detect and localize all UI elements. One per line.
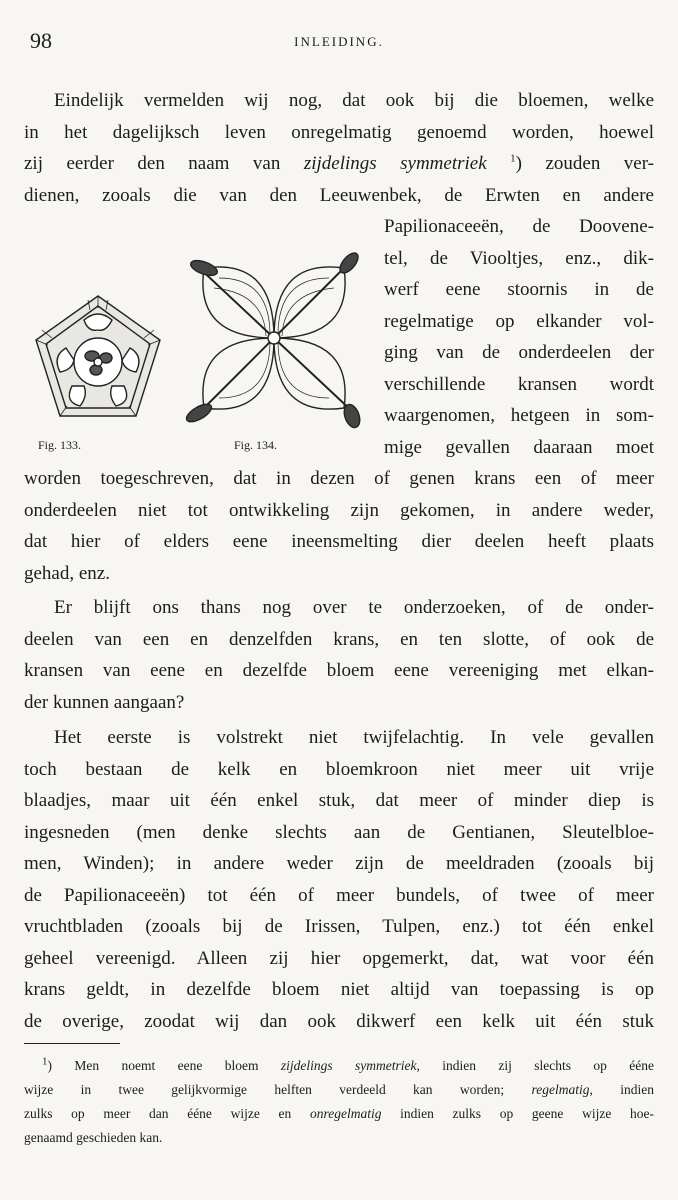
footnote <box>24 1054 654 1150</box>
fig-134-caption: Fig. 134. <box>234 438 278 452</box>
text-span: wijze in twee gelijkvormige helften verdeeld kan worden; <box>24 1082 532 1097</box>
footnote-marker: 1 <box>510 152 516 165</box>
paragraph-1-intro <box>24 85 654 211</box>
paragraph-1-wrap-column <box>384 211 654 463</box>
text-line: onderdeelen niet tot ontwikkeling zijn gekomen, in andere weder, <box>24 499 654 521</box>
italic-term: zijdelings symmetriek <box>303 153 487 174</box>
fig-134-flower-diagram <box>174 238 374 438</box>
text-line: verschillende kransen wordt <box>384 373 654 395</box>
text-line: vruchtbladen (zooals bij de Irissen, Tulpen, enz.) tot één enkel <box>24 916 654 937</box>
italic-term: regelmatig <box>531 1082 590 1097</box>
footnote-line <box>24 1102 654 1126</box>
italic-term: onregelmatig <box>309 1106 382 1121</box>
text-line: de overige, zoodat wij dan ook dikwerf een kelk uit één stuk <box>24 1010 654 1032</box>
text-line <box>24 148 654 180</box>
text-span: zulks op meer dan ééne wijze en <box>24 1106 310 1121</box>
text-line: Eindelijk vermelden wij nog, dat ook bij die bloemen, welke <box>54 90 654 111</box>
footnote-divider <box>24 1043 120 1044</box>
footnote-line <box>24 1078 654 1102</box>
fig-133-flower-diagram <box>26 290 171 435</box>
text-span: zij eerder den naam van <box>24 153 304 174</box>
text-line: mige gevallen daaraan moet <box>384 436 654 458</box>
text-line: toch bestaan de kelk en bloemkroon niet meer uit vrije <box>24 758 654 780</box>
text-span: indien zulks op geene wijze hoe- <box>381 1106 654 1121</box>
text-line: ging van de onderdeelen der <box>384 342 654 363</box>
text-line: krans geldt, in dezelfde bloem niet altijd van toepassing is op <box>24 979 654 1000</box>
text-line: geheel vereenigd. Alleen zij hier opgemerkt, dat, wat voor één <box>24 947 654 969</box>
paragraph-1-tail <box>24 463 654 589</box>
text-line: der kunnen aangaan? <box>24 691 185 713</box>
page-number: 98 <box>30 28 52 53</box>
fig-133-caption: Fig. 133. <box>38 438 82 452</box>
text-line: dienen, zooals die van den Leeuwenbek, de Erwten en andere <box>24 184 654 206</box>
footnote-line: genaamd geschieden kan. <box>24 1130 163 1145</box>
text-line: worden toegeschreven, dat in dezen of genen krans een of meer <box>24 468 654 489</box>
italic-term: zijdelings symmetriek <box>280 1058 417 1073</box>
text-line: gehad, enz. <box>24 562 110 584</box>
text-line: regelmatige op elkander vol- <box>384 310 654 332</box>
text-line: kransen van eene en dezelfde bloem eene vereeniging met elkan- <box>24 660 654 681</box>
text-line: dat hier of elders eene ineensmelting dier deelen heeft plaats <box>24 531 654 552</box>
text-line: deelen van een en denzelfden krans, en ten slotte, of ook de <box>24 628 654 650</box>
text-line: men, Winden); in andere weder zijn de meeldraden (zooals bij <box>24 853 654 874</box>
text-line: ingesneden (men denke slechts aan de Gentianen, Sleutelbloe- <box>24 821 654 843</box>
footnote-marker: 1 <box>42 1055 48 1068</box>
running-head: INLEIDING. <box>294 34 384 49</box>
figure-group <box>26 238 376 458</box>
text-span: ) zouden ver- <box>515 153 655 174</box>
text-line: in het dagelijksch leven onregelmatig genoemd worden, hoewel <box>24 121 654 143</box>
text-span: , indien zij slechts op ééne <box>416 1058 654 1073</box>
text-line: blaadjes, maar uit één enkel stuk, dat meer of minder diep is <box>24 790 654 811</box>
text-line: Papilionaceeën, de Doovene- <box>384 216 654 237</box>
paragraph-3 <box>24 722 654 1037</box>
text-line: Het eerste is volstrekt niet twijfelachtig. In vele gevallen <box>54 727 654 748</box>
text-span: , indien <box>589 1082 654 1097</box>
text-line: de Papilionaceeën) tot één of meer bundels, of twee of meer <box>24 884 654 906</box>
text-line: werf eene stoornis in de <box>384 279 654 300</box>
footnote-line <box>24 1054 654 1078</box>
paragraph-2 <box>24 592 654 718</box>
text-span: ) Men noemt eene bloem <box>47 1058 281 1073</box>
text-line: Er blijft ons thans nog over te onderzoeken, of de onder- <box>54 597 654 618</box>
text-line: waargenomen, hetgeen in som- <box>384 405 654 426</box>
text-line: tel, de Viooltjes, enz., dik- <box>384 247 654 269</box>
